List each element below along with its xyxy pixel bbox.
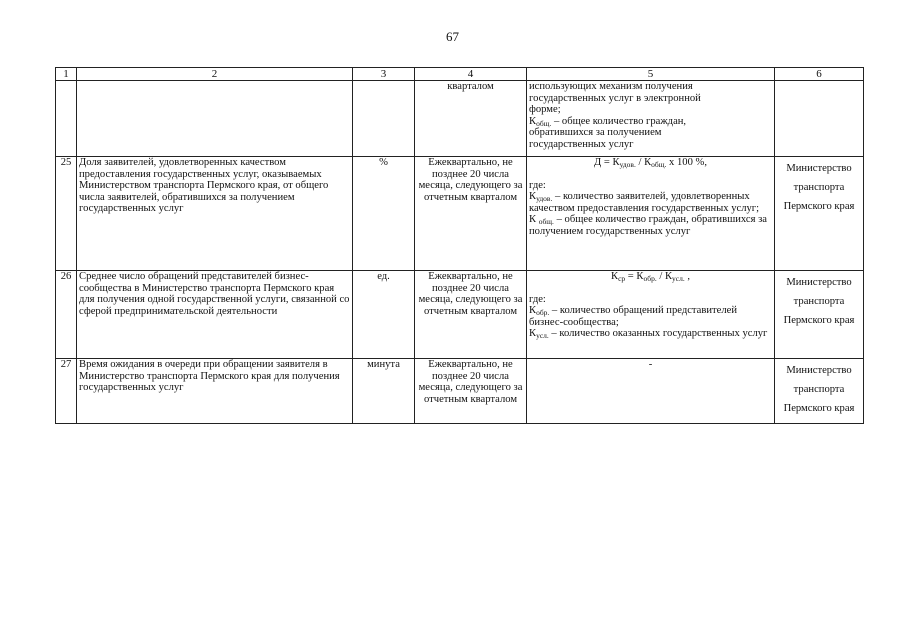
- frequency: Ежеквартально, не позднее 20 числа месяца, следующего за отчетным кварталом: [415, 271, 527, 359]
- formula-subscript: ср: [618, 274, 626, 283]
- definition: [529, 328, 772, 340]
- cont-formula-line: государственных услуг в электронной: [529, 92, 701, 104]
- def-subscript: удов.: [536, 194, 553, 203]
- formula-subscript: общ.: [651, 160, 667, 169]
- cont-formula-line: использующих механизм получения: [529, 81, 693, 92]
- def-subscript: общ.: [538, 217, 554, 226]
- formula: [529, 271, 772, 283]
- data-source: Министерство транспорта Пермского края: [775, 271, 864, 359]
- cont-formula-line: государственных услуг: [529, 138, 634, 150]
- data-source: Министерство транспорта Пермского края: [775, 359, 864, 424]
- cont-num: [56, 81, 77, 157]
- formula-cell: [527, 271, 775, 359]
- def-subscript: усл.: [536, 331, 549, 340]
- unit: %: [353, 157, 415, 271]
- def-symbol: К: [529, 305, 537, 316]
- def-text: – общее количество граждан, обратившихся за получением государственных услуг: [529, 214, 768, 237]
- frequency: Ежеквартально, не позднее 20 числа месяца, следующего за отчетным кварталом: [415, 157, 527, 271]
- indicator-name: Среднее число обращений представителей бизнес-сообщества в Министерство транспорта Пермского края для получения одной государственной услуги, связанной со сферой предпринимательской деятельности: [77, 271, 353, 359]
- indicator-name: Доля заявителей, удовлетворенных качеством предоставления государственных услуг, оказываемых Министерством транспорта Пермского края, от общего числа заявителей, обратившихся за получением государственных услуг: [77, 157, 353, 271]
- def-text: – количество оказанных государственных услуг: [548, 328, 768, 339]
- indicators-table: [55, 67, 864, 424]
- cont-formula-line: обратившихся за получением: [529, 127, 662, 138]
- formula-part: ,: [684, 271, 691, 282]
- row-number: 25: [56, 157, 77, 271]
- header-col-5: 5: [527, 68, 775, 81]
- cont-name: [77, 81, 353, 157]
- formula-part: / К: [656, 271, 673, 282]
- header-col-1: 1: [56, 68, 77, 81]
- table-row: [56, 157, 864, 271]
- data-source: Министерство транспорта Пермского края: [775, 157, 864, 271]
- def-symbol: К: [529, 328, 537, 339]
- table-row: [56, 359, 864, 424]
- def-text: – количество заявителей, удовлетворенных качеством предоставления государственных услуг;: [529, 191, 760, 214]
- k-definition: – общее количество граждан,: [551, 115, 687, 127]
- continuation-row: [56, 81, 864, 157]
- definition: [529, 191, 772, 214]
- unit: минута: [353, 359, 415, 424]
- cont-unit: [353, 81, 415, 157]
- cont-formula-line: форме;: [529, 104, 561, 115]
- formula-part: х 100 %,: [666, 157, 707, 168]
- header-col-6: 6: [775, 68, 864, 81]
- formula-part: Д = К: [594, 157, 620, 168]
- formula-subscript: усл.: [672, 274, 685, 283]
- page-number: 67: [446, 29, 459, 44]
- where-label: где:: [529, 293, 546, 305]
- cont-k-general: [529, 116, 772, 128]
- formula-subscript: удов.: [619, 160, 636, 169]
- header-col-4: 4: [415, 68, 527, 81]
- formula: [529, 157, 772, 169]
- header-col-3: 3: [353, 68, 415, 81]
- cont-formula: [527, 81, 775, 157]
- where-label: где:: [529, 179, 546, 191]
- frequency: Ежеквартально, не позднее 20 числа месяца, следующего за отчетным кварталом: [415, 359, 527, 424]
- indicator-name: Время ожидания в очереди при обращении заявителя в Министерство транспорта Пермского края для получения государственных услуг: [77, 359, 353, 424]
- row-number: 26: [56, 271, 77, 359]
- formula-part: / К: [635, 157, 652, 168]
- header-row: [56, 68, 864, 81]
- table-row: [56, 271, 864, 359]
- def-symbol: К: [529, 214, 539, 225]
- definition: [529, 214, 772, 237]
- def-symbol: К: [529, 191, 537, 202]
- def-text: – количество обращений представителей бизнес-сообщества;: [529, 305, 738, 328]
- k-symbol: К: [529, 115, 537, 127]
- k-subscript: общ.: [536, 118, 552, 128]
- unit: ед.: [353, 271, 415, 359]
- cont-frequency: кварталом: [415, 81, 527, 157]
- cont-source: [775, 81, 864, 157]
- def-subscript: обр.: [536, 308, 550, 317]
- formula-cell: [527, 157, 775, 271]
- formula-part: = К: [625, 271, 644, 282]
- formula-cell: -: [527, 359, 775, 424]
- header-col-2: 2: [77, 68, 353, 81]
- formula-subscript: обр.: [643, 274, 657, 283]
- formula-part: К: [610, 271, 619, 282]
- definition: [529, 305, 772, 328]
- row-number: 27: [56, 359, 77, 424]
